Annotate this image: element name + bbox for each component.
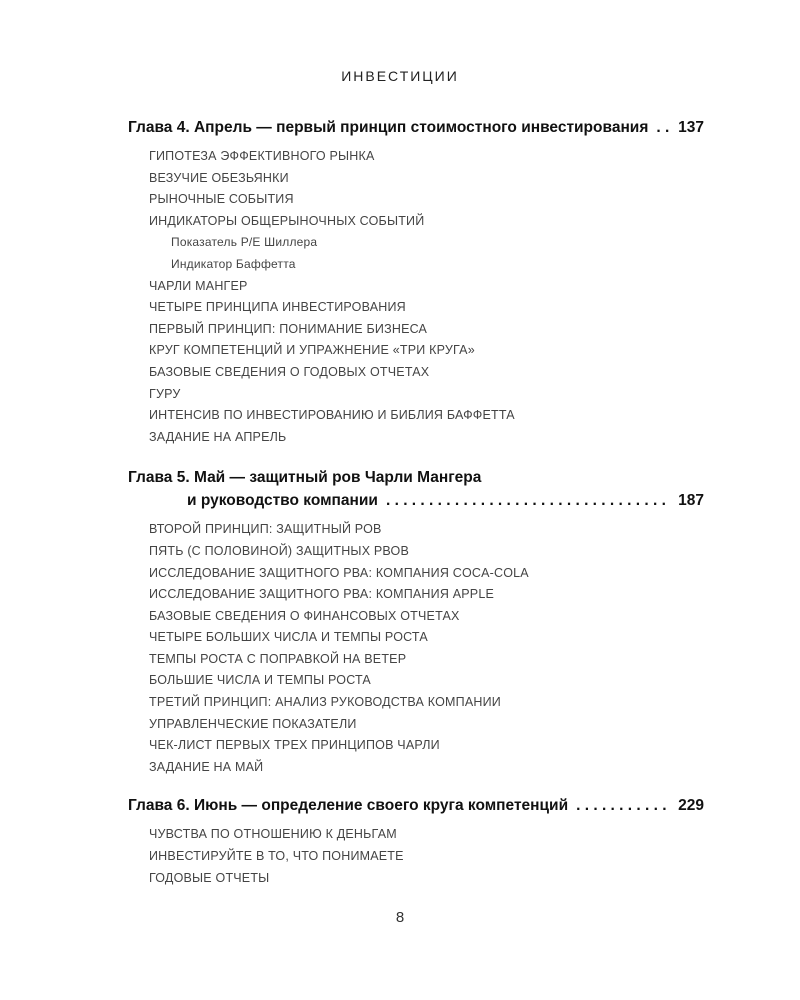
chapter-title: Глава 4. Апрель — первый принцип стоимостного инвестирования bbox=[128, 119, 649, 136]
section-item[interactable]: ИНДИКАТОРЫ ОБЩЕРЫНОЧНЫХ СОБЫТИЙ bbox=[149, 213, 425, 228]
chapter-page-number: 229 bbox=[678, 797, 704, 815]
chapter-heading[interactable] bbox=[128, 489, 704, 512]
section-item[interactable]: РЫНОЧНЫЕ СОБЫТИЯ bbox=[149, 192, 294, 207]
section-item[interactable]: КРУГ КОМПЕТЕНЦИЙ И УПРАЖНЕНИЕ «ТРИ КРУГА» bbox=[149, 343, 475, 358]
chapter-heading[interactable] bbox=[128, 794, 704, 817]
section-item[interactable]: ГОДОВЫЕ ОТЧЕТЫ bbox=[149, 870, 270, 885]
section-item[interactable]: ИССЛЕДОВАНИЕ ЗАЩИТНОГО РВА: КОМПАНИЯ APPLE bbox=[149, 587, 495, 602]
page-number: 8 bbox=[395, 909, 405, 926]
section-item[interactable]: БАЗОВЫЕ СВЕДЕНИЯ О ГОДОВЫХ ОТЧЕТАХ bbox=[149, 364, 430, 379]
section-item[interactable]: ПЯТЬ (С ПОЛОВИНОЙ) ЗАЩИТНЫХ РВОВ bbox=[149, 543, 410, 558]
section-item[interactable]: ТРЕТИЙ ПРИНЦИП: АНАЛИЗ РУКОВОДСТВА КОМПАНИИ bbox=[149, 695, 501, 710]
section-list bbox=[128, 824, 704, 889]
section-item[interactable]: ЧАРЛИ МАНГЕР bbox=[149, 278, 248, 293]
section-item[interactable]: ИССЛЕДОВАНИЕ ЗАЩИТНОГО РВА: КОМПАНИЯ COCA-COLA bbox=[149, 565, 529, 580]
section-item[interactable]: БОЛЬШИЕ ЧИСЛА И ТЕМПЫ РОСТА bbox=[149, 673, 371, 688]
section-item[interactable]: ЧЕК-ЛИСТ ПЕРВЫХ ТРЕХ ПРИНЦИПОВ ЧАРЛИ bbox=[149, 738, 440, 753]
section-item[interactable]: УПРАВЛЕНЧЕСКИЕ ПОКАЗАТЕЛИ bbox=[149, 716, 357, 731]
section-item[interactable]: ВТОРОЙ ПРИНЦИП: ЗАЩИТНЫЙ РОВ bbox=[149, 522, 382, 537]
section-item[interactable]: ИНВЕСТИРУЙТЕ В ТО, ЧТО ПОНИМАЕТЕ bbox=[149, 849, 404, 864]
dot-leader bbox=[656, 116, 670, 139]
section-item[interactable]: ЗАДАНИЕ НА АПРЕЛЬ bbox=[149, 429, 287, 444]
section-list bbox=[128, 519, 704, 778]
section-item[interactable]: ТЕМПЫ РОСТА С ПОПРАВКОЙ НА ВЕТЕР bbox=[149, 651, 407, 666]
dot-leader bbox=[576, 794, 670, 817]
dot-leader bbox=[386, 489, 670, 512]
chapter-page-number: 187 bbox=[678, 492, 704, 510]
section-item[interactable]: ГИПОТЕЗА ЭФФЕКТИВНОГО РЫНКА bbox=[149, 149, 375, 163]
section-list bbox=[128, 146, 704, 448]
section-item[interactable]: ВЕЗУЧИЕ ОБЕЗЬЯНКИ bbox=[149, 170, 289, 185]
section-item[interactable]: ЗАДАНИЕ НА МАЙ bbox=[149, 759, 264, 774]
section-item[interactable]: ЧЕТЫРЕ ПРИНЦИПА ИНВЕСТИРОВАНИЯ bbox=[149, 300, 406, 315]
subsection-item[interactable]: Показатель P/E Шиллера bbox=[171, 235, 318, 250]
chapter-title-line-2: и руководство компании bbox=[187, 492, 378, 510]
section-item[interactable]: ИНТЕНСИВ ПО ИНВЕСТИРОВАНИЮ И БИБЛИЯ БАФФЕТТА bbox=[149, 408, 515, 423]
chapter-title: Глава 6. Июнь — определение своего круга компетенций bbox=[128, 797, 569, 815]
section-item[interactable]: ЧУВСТВА ПО ОТНОШЕНИЮ К ДЕНЬГАМ bbox=[149, 827, 397, 842]
chapter-title-line-1[interactable]: Глава 5. Май — защитный ров Чарли Мангера bbox=[128, 469, 482, 487]
running-head: ИНВЕСТИЦИИ bbox=[341, 68, 459, 84]
section-item[interactable]: БАЗОВЫЕ СВЕДЕНИЯ О ФИНАНСОВЫХ ОТЧЕТАХ bbox=[149, 608, 460, 623]
chapter-5 bbox=[128, 466, 704, 778]
section-item[interactable]: ГУРУ bbox=[149, 386, 181, 401]
chapter-heading[interactable] bbox=[128, 116, 704, 139]
subsection-item[interactable]: Индикатор Баффетта bbox=[171, 256, 296, 271]
chapter-page-number: 137 bbox=[678, 119, 704, 136]
chapter-4 bbox=[128, 116, 704, 448]
section-item[interactable]: ПЕРВЫЙ ПРИНЦИП: ПОНИМАНИЕ БИЗНЕСА bbox=[149, 321, 428, 336]
section-item[interactable]: ЧЕТЫРЕ БОЛЬШИХ ЧИСЛА И ТЕМПЫ РОСТА bbox=[149, 630, 428, 645]
table-of-contents bbox=[128, 116, 704, 889]
chapter-6 bbox=[128, 794, 704, 889]
